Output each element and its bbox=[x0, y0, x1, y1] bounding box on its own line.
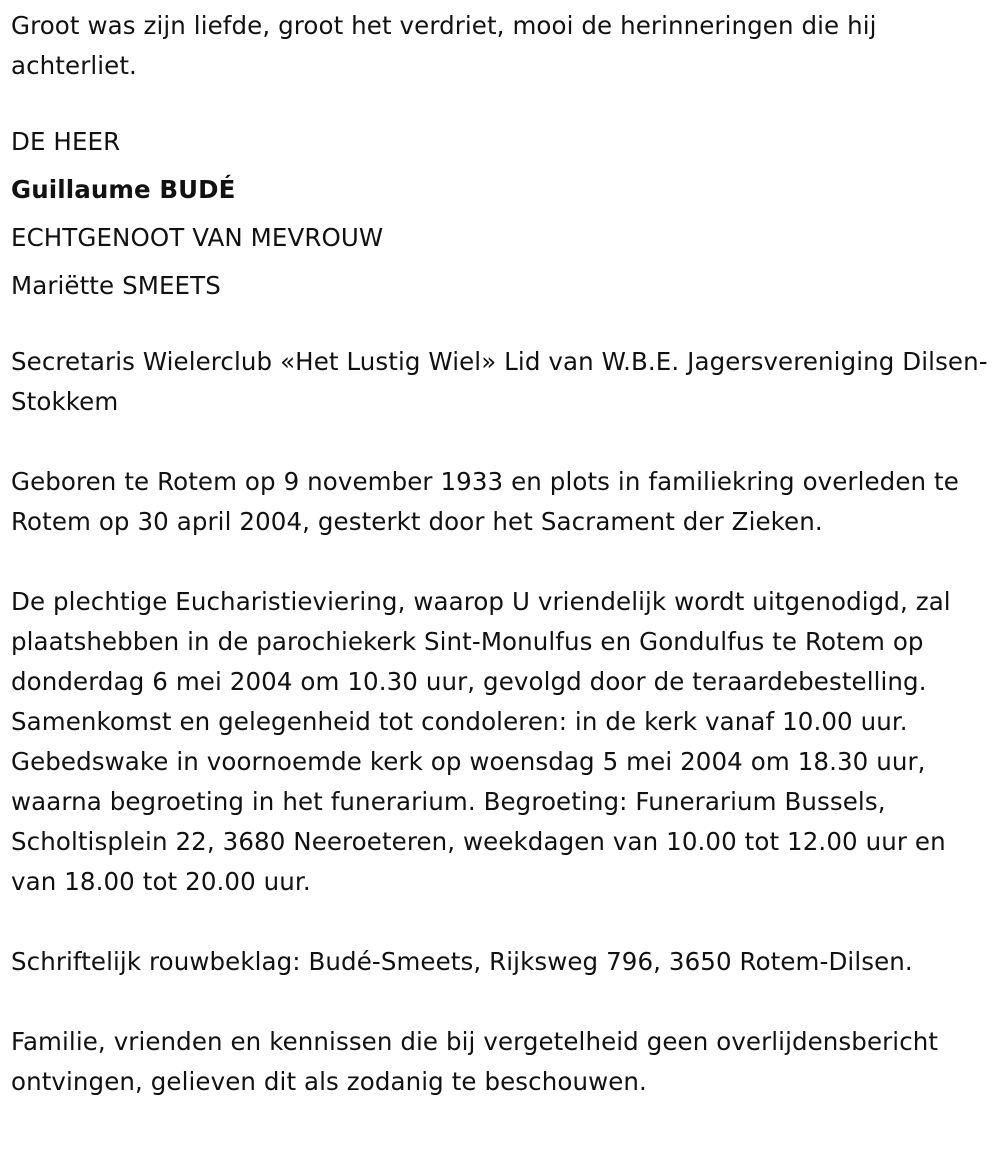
section-gap bbox=[11, 422, 988, 462]
intro-paragraph: Groot was zijn liefde, groot het verdriet, mooi de herinneringen die hij achterliet. bbox=[11, 11, 877, 80]
section-gap bbox=[11, 310, 988, 342]
section-gap bbox=[11, 902, 988, 942]
spouse-label: ECHTGENOOT VAN MEVROUW bbox=[11, 223, 384, 252]
name-block bbox=[11, 118, 988, 310]
birth-death-paragraph: Geboren te Rotem op 9 november 1933 en plots in familiekring overleden te Rotem op 30 april 2004, gesterkt door het Sacrament der Zieken. bbox=[11, 467, 959, 536]
spouse-name: Mariëtte SMEETS bbox=[11, 271, 221, 300]
section-gap bbox=[11, 542, 988, 582]
closing-paragraph: Familie, vrienden en kennissen die bij vergetelheid geen overlijdensbericht ontvingen, gelieven dit als zodanig te beschouwen. bbox=[11, 1027, 939, 1096]
deceased-name: Guillaume BUDÉ bbox=[11, 175, 236, 204]
affiliations-paragraph: Secretaris Wielerclub «Het Lustig Wiel» Lid van W.B.E. Jagersvereniging Dilsen-Stokkem bbox=[11, 347, 988, 416]
section-gap bbox=[11, 982, 988, 1022]
title-prefix: DE HEER bbox=[11, 127, 121, 156]
condolence-paragraph: Schriftelijk rouwbeklag: Budé-Smeets, Rijksweg 796, 3650 Rotem-Dilsen. bbox=[11, 947, 913, 976]
ceremony-paragraph: De plechtige Eucharistieviering, waarop U vriendelijk wordt uitgenodigd, zal plaatshebben in de parochiekerk Sint-Monulfus en Gondulfus te Rotem op donderdag 6 mei 2004 om 10.30 uur, gevolgd door de teraardebestelling. Samenkomst en gelegenheid tot condoleren: in de kerk vanaf 10.00 uur. Gebedswake in voornoemde kerk op woensdag 5 mei 2004 om 18.30 uur, waarna begroeting in het funerarium. Begroeting: Funerarium Bussels, Scholtisplein 22, 3680 Neeroeteren, weekdagen van 10.00 tot 12.00 uur en van 18.00 tot 20.00 uur. bbox=[11, 587, 951, 896]
section-gap bbox=[11, 86, 988, 118]
